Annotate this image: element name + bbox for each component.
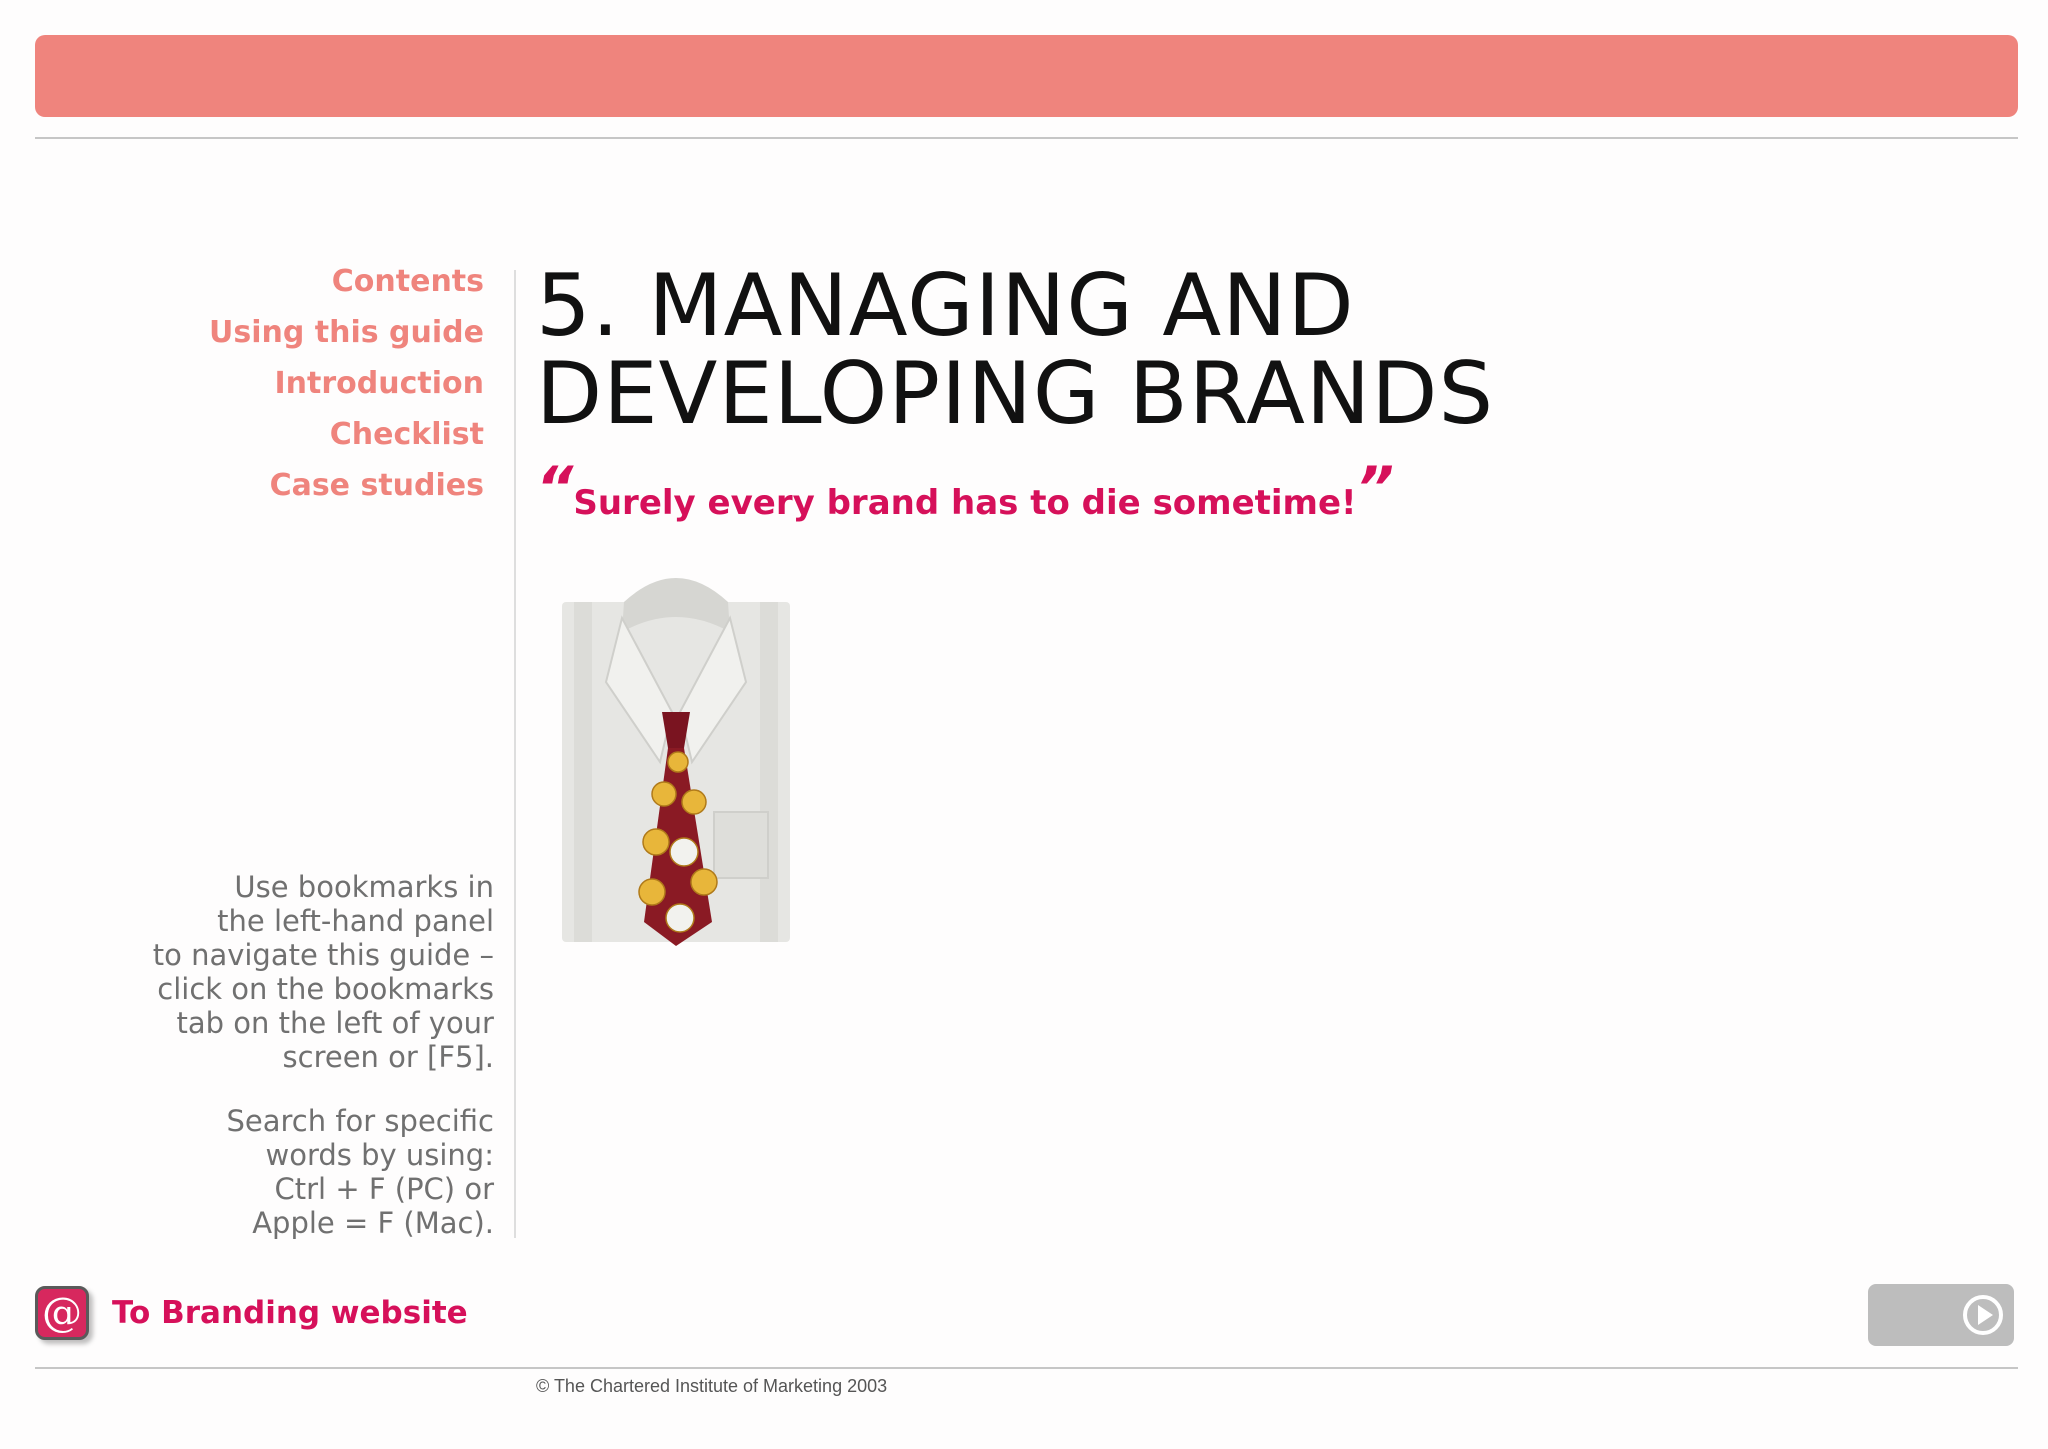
copyright-notice: © The Chartered Institute of Marketing 2003 bbox=[536, 1376, 888, 1396]
top-divider bbox=[35, 137, 2018, 139]
search-help bbox=[90, 1104, 494, 1240]
vertical-divider bbox=[514, 270, 516, 1238]
quote-text: Surely every brand has to die sometime! bbox=[573, 483, 1357, 523]
help-text bbox=[90, 870, 494, 1270]
branding-website-link[interactable] bbox=[35, 1284, 468, 1342]
bookmarks-help bbox=[90, 870, 494, 1074]
help-line: Search for specific bbox=[226, 1104, 494, 1138]
page-title-line-2: DEVELOPING BRANDS bbox=[536, 344, 1495, 444]
help-line: Apple = F (Mac). bbox=[252, 1206, 494, 1240]
pull-quote bbox=[536, 454, 1394, 523]
at-icon[interactable]: @ bbox=[35, 1286, 89, 1340]
side-nav bbox=[150, 262, 484, 517]
help-line: tab on the left of your bbox=[176, 1006, 494, 1040]
open-quote-mark: “ bbox=[536, 454, 574, 522]
nav-case-studies[interactable]: Case studies bbox=[269, 468, 484, 503]
help-line: Use bookmarks in bbox=[234, 870, 494, 904]
help-line: words by using: bbox=[265, 1138, 494, 1172]
play-circle-icon[interactable] bbox=[1962, 1294, 2004, 1336]
help-line: Ctrl + F (PC) or bbox=[274, 1172, 494, 1206]
nav-using-this-guide[interactable]: Using this guide bbox=[209, 315, 484, 350]
page-title bbox=[536, 256, 1495, 444]
bottom-divider bbox=[35, 1367, 2018, 1369]
nav-introduction[interactable]: Introduction bbox=[274, 366, 484, 401]
top-banner bbox=[35, 35, 2018, 117]
shirt-tie-photo bbox=[554, 562, 798, 946]
help-line: the left-hand panel bbox=[217, 904, 494, 938]
help-line: click on the bookmarks bbox=[157, 972, 494, 1006]
next-page-button[interactable] bbox=[1868, 1284, 2014, 1346]
close-quote-mark: ” bbox=[1356, 454, 1394, 522]
nav-contents[interactable]: Contents bbox=[331, 264, 484, 299]
branding-website-label[interactable]: To Branding website bbox=[112, 1295, 468, 1331]
nav-checklist[interactable]: Checklist bbox=[329, 417, 484, 452]
page-title-line-1: 5. MANAGING AND bbox=[536, 256, 1355, 356]
help-line: screen or [F5]. bbox=[282, 1040, 494, 1074]
help-line: to navigate this guide – bbox=[152, 938, 494, 972]
